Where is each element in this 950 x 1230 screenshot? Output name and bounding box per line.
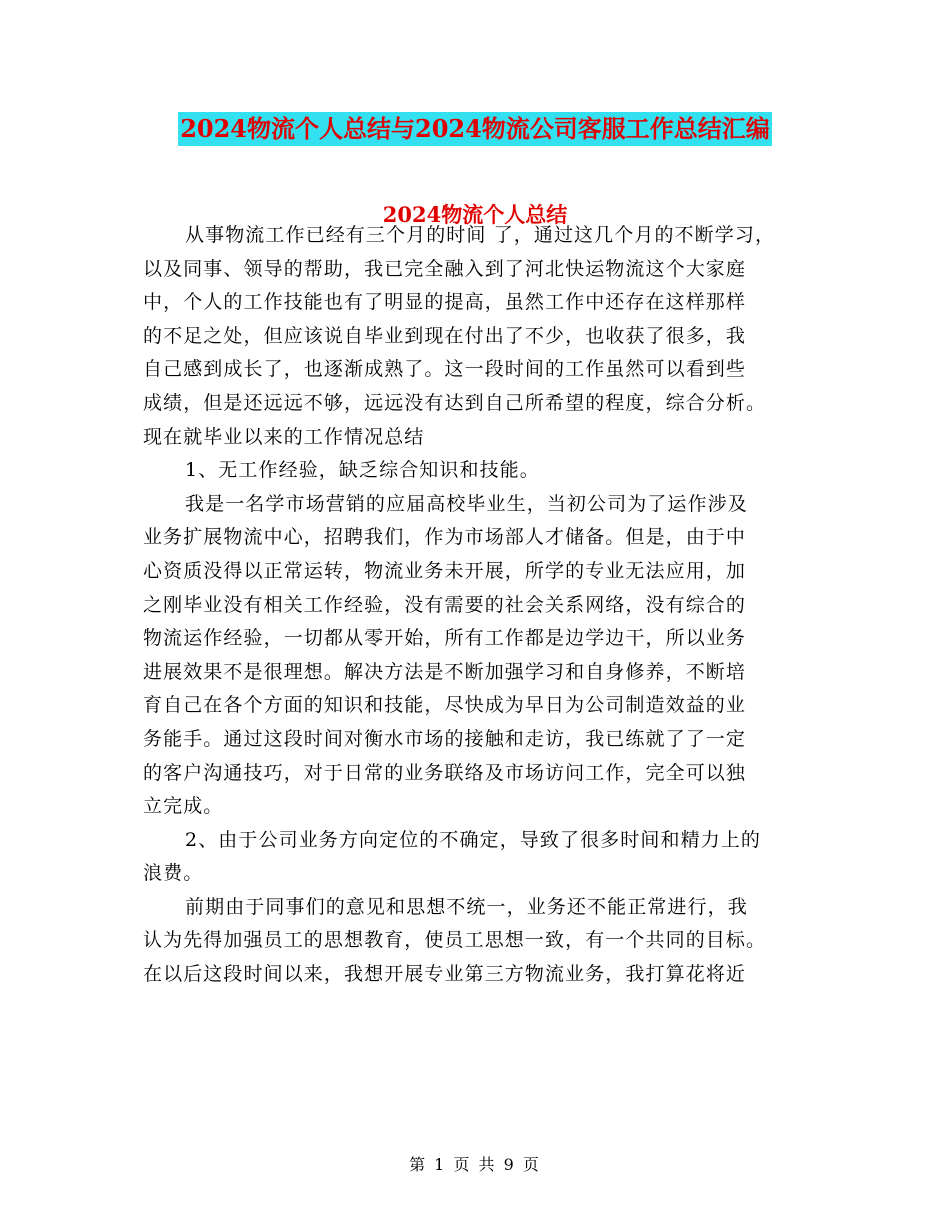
body-text-line: 我是一名学市场营销的应届高校毕业生，当初公司为了运作涉及 xyxy=(185,492,748,515)
body-text-line: 从事物流工作已经有三个月的时间 了，通过这几个月的不断学习， xyxy=(185,224,776,246)
body-text-line: 之刚毕业没有相关工作经验，没有需要的社会关系网络，没有综合的 xyxy=(143,593,747,616)
body-text-line: 1、无工作经验，缺乏综合知识和技能。 xyxy=(185,459,540,482)
body-text-line: 现在就毕业以来的工作情况总结 xyxy=(143,425,425,448)
body-text-line: 前期由于同事们的意见和思想不统一，业务还不能正常进行，我 xyxy=(185,895,748,918)
document-title-container xyxy=(0,112,950,146)
document-body xyxy=(143,219,818,992)
body-text-line: 2、由于公司业务方向定位的不确定，导致了很多时间和精力上的 xyxy=(185,828,761,851)
page-footer: 第 1 页 共 9 页 xyxy=(409,1155,541,1174)
body-text-line: 成绩，但是还远远不够，远远没有达到自己所希望的程度，综合分析。 xyxy=(143,391,767,414)
body-text-line: 育自己在各个方面的知识和技能，尽快成为早日为公司制造效益的业 xyxy=(143,694,747,717)
body-text-line: 心资质没得以正常运转，物流业务未开展，所学的专业无法应用，加 xyxy=(143,559,747,582)
body-text-line: 以及同事、领导的帮助，我已完全融入到了河北快运物流这个大家庭 xyxy=(143,257,747,280)
body-text-line: 物流运作经验，一切都从零开始，所有工作都是边学边干，所以业务 xyxy=(143,627,747,650)
body-text-line: 务能手。通过这段时间对衡水市场的接触和走访，我已练就了了一定 xyxy=(143,727,747,750)
body-text-line: 进展效果不是很理想。解决方法是不断加强学习和自身修养，不断培 xyxy=(143,660,747,683)
document-title: 2024物流个人总结与2024物流公司客服工作总结汇编 xyxy=(178,112,772,146)
body-text-line: 的不足之处，但应该说自毕业到现在付出了不少，也收获了很多，我 xyxy=(143,324,747,347)
body-text-line: 中，个人的工作技能也有了明显的提高，虽然工作中还存在这样那样 xyxy=(143,291,747,314)
body-text-line: 立完成。 xyxy=(143,795,224,818)
body-text-line: 认为先得加强员工的思想教育，使员工思想一致，有一个共同的目标。 xyxy=(143,929,767,952)
body-text-line: 在以后这段时间以来，我想开展专业第三方物流业务，我打算花将近 xyxy=(143,963,747,986)
section-title: 2024物流个人总结 xyxy=(382,202,568,227)
body-text-line: 浪费。 xyxy=(143,862,204,885)
body-text-line: 自己感到成长了，也逐渐成熟了。这一段时间的工作虽然可以看到些 xyxy=(143,358,747,381)
body-text-line: 业务扩展物流中心，招聘我们，作为市场部人才储备。但是，由于中 xyxy=(143,526,747,549)
body-text-line: 的客户沟通技巧，对于日常的业务联络及市场访问工作，完全可以独 xyxy=(143,761,747,784)
